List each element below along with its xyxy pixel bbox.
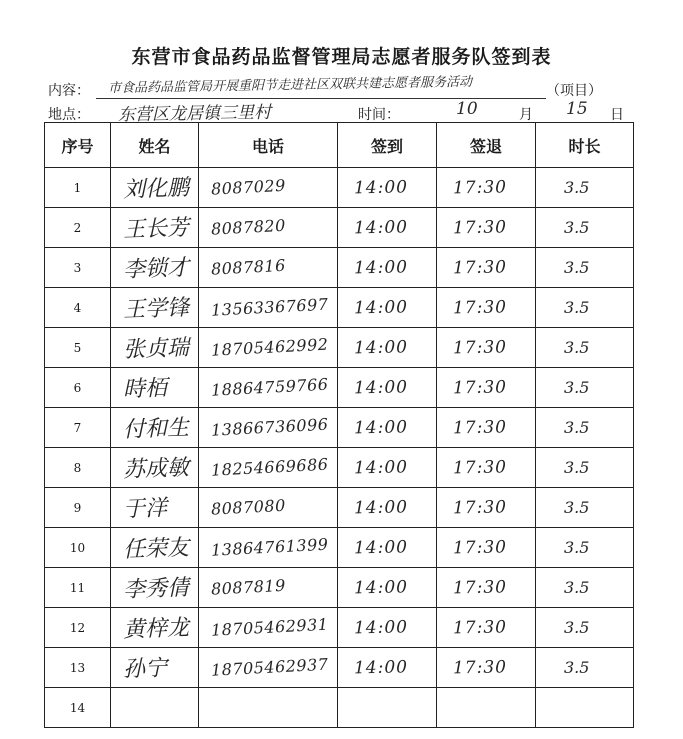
checkout-cell (437, 488, 536, 528)
phone-cell (199, 648, 338, 688)
name-cell-text: 苏成敏 (122, 455, 190, 483)
checkin-cell-text: 14:00 (353, 536, 409, 558)
name-cell (111, 568, 199, 608)
phone-cell-text: 18705462992 (210, 334, 329, 360)
checkout-cell (437, 568, 536, 608)
name-cell (111, 208, 199, 248)
checkout-cell-text: 17:30 (452, 456, 508, 478)
checkout-cell-text: 17:30 (452, 576, 508, 598)
checkin-cell (338, 208, 437, 248)
checkin-cell-text: 14:00 (353, 336, 409, 358)
name-cell-text: 于洋 (122, 496, 168, 523)
row-number: 8 (45, 448, 111, 488)
duration-cell (536, 568, 634, 608)
row-number: 9 (45, 488, 111, 528)
phone-cell-text: 8087819 (210, 575, 287, 599)
phone-cell (199, 248, 338, 288)
checkin-cell-text: 14:00 (353, 416, 409, 438)
duration-cell (536, 328, 634, 368)
phone-cell-text: 18254669686 (210, 454, 329, 480)
phone-cell (199, 488, 338, 528)
checkout-cell-text: 17:30 (452, 496, 508, 518)
duration-cell (536, 248, 634, 288)
duration-cell (536, 408, 634, 448)
duration-cell-text: 3.5 (564, 618, 590, 637)
phone-cell-text: 13866736096 (210, 414, 329, 440)
duration-cell-text: 3.5 (564, 578, 590, 597)
name-cell (111, 608, 199, 648)
sign-in-table (44, 122, 634, 728)
name-cell-text: 王学锋 (122, 295, 190, 323)
checkout-cell (437, 608, 536, 648)
checkin-cell-text: 14:00 (353, 496, 409, 518)
phone-cell-text: 8087816 (210, 255, 287, 279)
col-header-phone: 电话 (199, 123, 338, 168)
row-number: 7 (45, 408, 111, 448)
name-cell-text: 张贞瑞 (122, 335, 190, 363)
form-title: 东营市食品药品监督管理局志愿者服务队签到表 (131, 46, 552, 68)
phone-cell (199, 688, 338, 728)
row-number: 2 (45, 208, 111, 248)
table-row (45, 608, 634, 648)
checkin-cell-text: 14:00 (353, 616, 409, 638)
phone-cell (199, 208, 338, 248)
name-cell-text: 刘化鹏 (122, 175, 190, 203)
checkin-cell (338, 408, 437, 448)
phone-cell-text: 8087029 (210, 175, 287, 199)
row-number: 3 (45, 248, 111, 288)
table-row (45, 648, 634, 688)
row-number: 13 (45, 648, 111, 688)
checkin-cell-text: 14:00 (353, 656, 409, 678)
checkout-cell-text: 17:30 (452, 376, 508, 398)
checkout-cell-text: 17:30 (452, 656, 508, 678)
duration-cell-text: 3.5 (564, 418, 590, 437)
checkout-cell (437, 288, 536, 328)
phone-cell (199, 608, 338, 648)
col-header-duration: 时长 (536, 123, 634, 168)
name-cell-text: 時栢 (122, 376, 168, 403)
checkin-cell (338, 288, 437, 328)
content-label: 内容： (48, 83, 90, 99)
name-cell (111, 648, 199, 688)
phone-cell-text: 18864759766 (210, 374, 329, 400)
table-row (45, 488, 634, 528)
checkin-cell (338, 368, 437, 408)
table-row (45, 448, 634, 488)
name-cell-text: 黄梓龙 (122, 615, 190, 643)
checkout-cell (437, 408, 536, 448)
checkout-cell (437, 248, 536, 288)
name-cell (111, 328, 199, 368)
duration-cell (536, 688, 634, 728)
checkin-cell-text: 14:00 (353, 296, 409, 318)
col-header-checkin: 签到 (338, 123, 437, 168)
checkin-cell (338, 568, 437, 608)
table-row (45, 328, 634, 368)
duration-cell (536, 208, 634, 248)
content-value: 市食品药品监管局开展重阳节走进社区双联共建志愿者服务活动 (107, 74, 473, 97)
duration-cell-text: 3.5 (564, 658, 590, 677)
row-number: 12 (45, 608, 111, 648)
duration-cell-text: 3.5 (564, 338, 590, 357)
checkin-cell (338, 488, 437, 528)
table-row (45, 288, 634, 328)
checkout-cell (437, 368, 536, 408)
name-cell (111, 408, 199, 448)
month-value: 10 (456, 99, 478, 119)
duration-cell-text: 3.5 (564, 178, 590, 197)
table-row (45, 528, 634, 568)
name-cell-text: 李秀倩 (122, 575, 190, 603)
row-number: 6 (45, 368, 111, 408)
checkin-cell-text: 14:00 (353, 456, 409, 478)
row-number: 1 (45, 168, 111, 208)
table-row (45, 568, 634, 608)
checkin-cell-text: 14:00 (353, 216, 409, 238)
name-cell (111, 368, 199, 408)
duration-cell (536, 368, 634, 408)
month-label: 月 (519, 107, 533, 123)
phone-cell-text: 8087080 (210, 495, 287, 519)
checkin-cell (338, 168, 437, 208)
duration-cell-text: 3.5 (564, 458, 590, 477)
day-label: 日 (610, 107, 624, 123)
location-label: 地点： (48, 107, 90, 123)
row-number: 11 (45, 568, 111, 608)
phone-cell-text: 18705462937 (210, 654, 329, 680)
checkin-cell (338, 528, 437, 568)
name-cell (111, 488, 199, 528)
duration-cell (536, 608, 634, 648)
col-header-checkout: 签退 (437, 123, 536, 168)
name-cell-text: 任荣友 (122, 535, 190, 563)
table-header-row (45, 123, 634, 168)
checkout-cell-text: 17:30 (452, 216, 508, 238)
table-row (45, 688, 634, 728)
phone-cell (199, 368, 338, 408)
checkout-cell-text: 17:30 (452, 256, 508, 278)
duration-cell (536, 528, 634, 568)
checkout-cell (437, 648, 536, 688)
col-header-no: 序号 (45, 123, 111, 168)
table-row (45, 368, 634, 408)
name-cell (111, 528, 199, 568)
row-number: 10 (45, 528, 111, 568)
checkin-cell (338, 608, 437, 648)
table-row (45, 208, 634, 248)
checkout-cell (437, 688, 536, 728)
phone-cell (199, 568, 338, 608)
row-number: 4 (45, 288, 111, 328)
phone-cell (199, 168, 338, 208)
checkout-cell-text: 17:30 (452, 296, 508, 318)
checkin-cell (338, 448, 437, 488)
table-row (45, 248, 634, 288)
duration-cell (536, 448, 634, 488)
name-cell (111, 688, 199, 728)
checkin-cell-text: 14:00 (353, 576, 409, 598)
phone-cell-text: 13864761399 (210, 534, 329, 560)
phone-cell (199, 328, 338, 368)
phone-cell-text: 13563367697 (210, 294, 329, 320)
duration-cell (536, 488, 634, 528)
checkin-cell-text: 14:00 (353, 176, 409, 198)
name-cell-text: 王长芳 (122, 215, 190, 243)
phone-cell-text (199, 713, 211, 714)
name-cell-text: 付和生 (122, 415, 190, 443)
name-cell-text: 孙宁 (122, 656, 168, 683)
checkin-cell-text: 14:00 (353, 376, 409, 398)
checkout-cell (437, 328, 536, 368)
checkout-cell (437, 448, 536, 488)
duration-cell-text: 3.5 (564, 258, 590, 277)
checkin-cell (338, 328, 437, 368)
checkin-cell-text: 14:00 (353, 256, 409, 278)
checkout-cell-text: 17:30 (452, 616, 508, 638)
day-value: 15 (566, 99, 588, 119)
checkout-cell-text: 17:30 (452, 416, 508, 438)
table-row (45, 408, 634, 448)
phone-cell (199, 288, 338, 328)
phone-cell-text: 18705462931 (210, 614, 329, 640)
duration-cell-text: 3.5 (564, 298, 590, 317)
col-header-name: 姓名 (111, 123, 199, 168)
duration-cell-text: 3.5 (564, 538, 590, 557)
checkout-cell-text: 17:30 (452, 176, 508, 198)
row-number: 5 (45, 328, 111, 368)
duration-cell-text: 3.5 (564, 498, 590, 517)
checkout-cell (437, 528, 536, 568)
time-label: 时间： (358, 107, 400, 123)
checkout-cell-text: 17:30 (452, 336, 508, 358)
checkin-cell (338, 688, 437, 728)
name-cell (111, 288, 199, 328)
name-cell (111, 168, 199, 208)
phone-cell (199, 448, 338, 488)
table-row (45, 168, 634, 208)
checkout-cell (437, 208, 536, 248)
location-value: 东营区龙居镇三里村 (117, 102, 272, 126)
row-number: 14 (45, 688, 111, 728)
name-cell (111, 248, 199, 288)
checkin-cell (338, 648, 437, 688)
checkout-cell-text: 17:30 (452, 536, 508, 558)
checkin-cell (338, 248, 437, 288)
duration-cell-text: 3.5 (564, 218, 590, 237)
duration-cell (536, 648, 634, 688)
checkout-cell (437, 168, 536, 208)
phone-cell (199, 408, 338, 448)
project-suffix: （项目） (546, 83, 602, 99)
phone-cell (199, 528, 338, 568)
duration-cell-text: 3.5 (564, 378, 590, 397)
phone-cell-text: 8087820 (210, 215, 287, 239)
name-cell-text: 李锁才 (122, 255, 190, 283)
name-cell (111, 448, 199, 488)
duration-cell (536, 168, 634, 208)
duration-cell (536, 288, 634, 328)
